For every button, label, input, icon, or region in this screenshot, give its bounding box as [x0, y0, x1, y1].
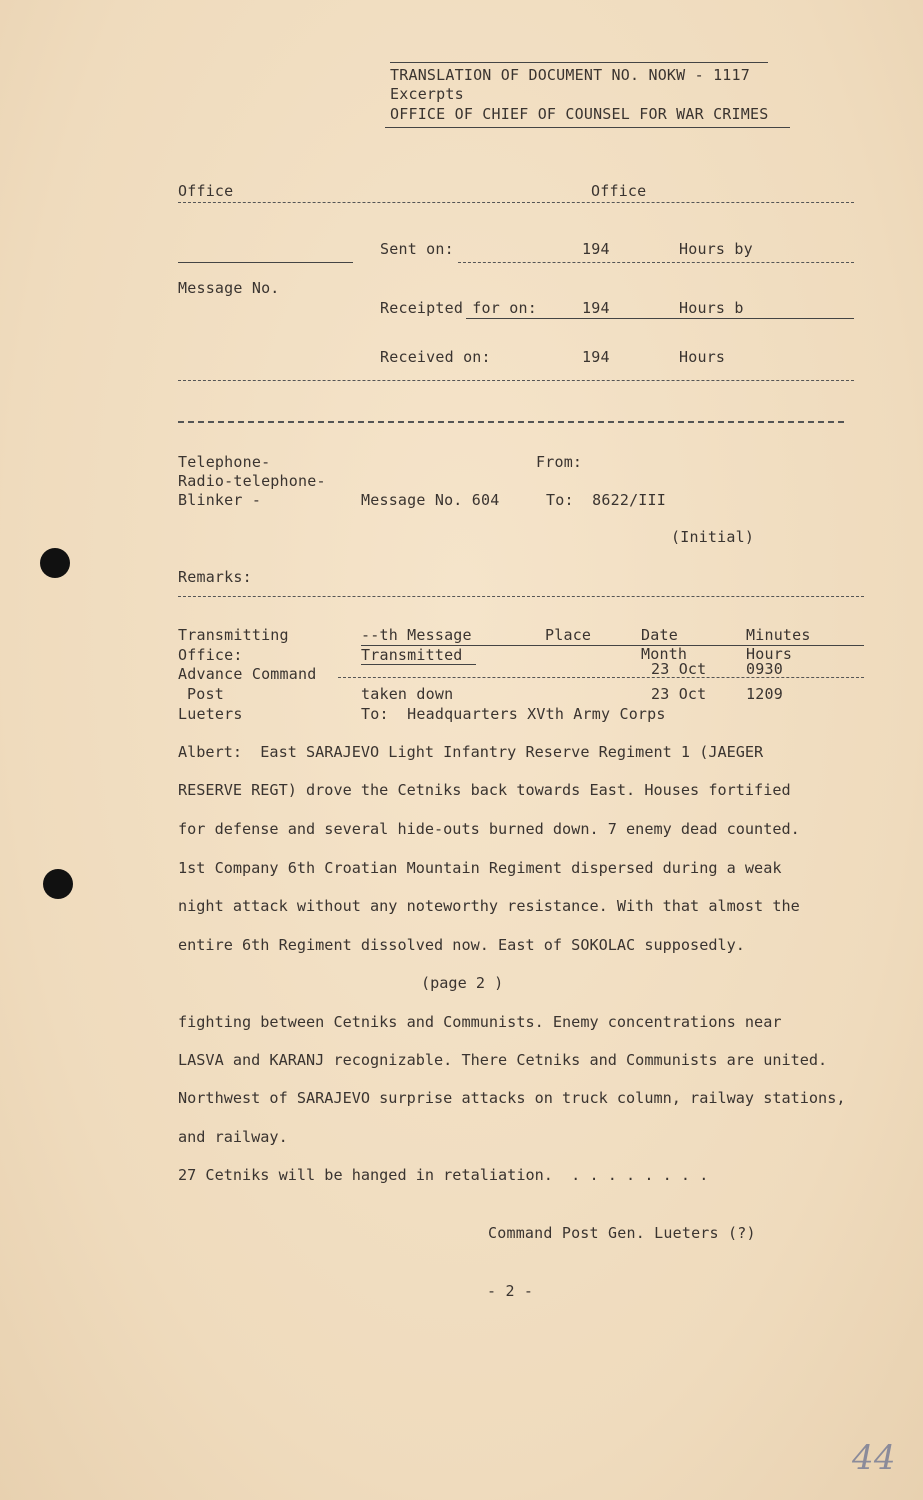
receipted-rule [466, 318, 854, 319]
office-line: OFFICE OF CHIEF OF COUNSEL FOR WAR CRIMES [390, 105, 769, 123]
body-line-10: and railway. [178, 1128, 288, 1146]
post-label: Post [187, 685, 224, 703]
body-line-5: night attack without any noteworthy resistance. With that almost the [178, 897, 800, 915]
date-transmitted: 23 Oct [651, 660, 707, 678]
lueters-label: Lueters [178, 705, 243, 723]
page-2-marker: (page 2 ) [421, 974, 504, 992]
table-header-rule [361, 645, 864, 646]
date-taken-down: 23 Oct [651, 685, 707, 703]
radio-label: Radio-telephone- [178, 472, 326, 490]
initial-label: (Initial) [671, 528, 755, 546]
advance-command: Advance Command [178, 665, 317, 683]
received-year: 194 [582, 348, 610, 366]
office-left-label: Office [178, 182, 234, 200]
receipted-year: 194 [582, 299, 610, 317]
month-label: Month [641, 645, 688, 663]
document-subtitle: Excerpts [390, 85, 464, 103]
telephone-label: Telephone- [178, 453, 271, 471]
hours-label: Hours [746, 645, 793, 663]
cut-line [178, 421, 844, 423]
header-top-rule [390, 62, 768, 63]
received-on-label: Received on: [380, 348, 491, 366]
date-label: Date [641, 626, 678, 644]
message-number: Message No. 604 [361, 491, 500, 509]
body-line-1: Albert: East SARAJEVO Light Infantry Reserve Regiment 1 (JAEGER [178, 743, 764, 761]
transmitted-underline [361, 664, 476, 665]
transmitting-label: Transmitting [178, 626, 289, 644]
message-no-label: Message No. [178, 279, 280, 297]
to-headquarters: To: Headquarters XVth Army Corps [361, 705, 666, 723]
body-line-7: fighting between Cetniks and Communists. Enemy concentrations near [178, 1013, 782, 1031]
th-message-label: --th Message [361, 626, 472, 644]
time-taken-down: 1209 [746, 685, 783, 703]
body-line-6: entire 6th Regiment dissolved now. East of SOKOLAC supposedly. [178, 936, 745, 954]
body-line-9: Northwest of SARAJEVO surprise attacks on truck column, railway stations, [178, 1089, 846, 1107]
from-label: From: [536, 453, 583, 471]
received-hours: Hours [679, 348, 726, 366]
message-no-rule [178, 262, 353, 263]
body-line-3: for defense and several hide-outs burned down. 7 enemy dead counted. [178, 820, 800, 838]
body-line-2: RESERVE REGT) drove the Cetniks back towards East. Houses fortified [178, 781, 791, 799]
to-label: To: 8622/III [546, 491, 666, 509]
corner-mark: 44 [852, 1438, 896, 1478]
sent-rule [458, 262, 854, 263]
sent-on-label: Sent on: [380, 240, 454, 258]
punch-hole-top [40, 548, 70, 578]
sent-hours: Hours by [679, 240, 753, 258]
time-transmitted: 0930 [746, 660, 783, 678]
minutes-label: Minutes [746, 626, 811, 644]
remarks-rule [178, 596, 864, 597]
body-line-4: 1st Company 6th Croatian Mountain Regiment dispersed during a weak [178, 859, 782, 877]
office-rule [178, 202, 854, 203]
sent-year: 194 [582, 240, 610, 258]
taken-down-label: taken down [361, 685, 454, 703]
body-line-11: 27 Cetniks will be hanged in retaliation. . . . . . . . . [178, 1166, 709, 1184]
blinker-label: Blinker - [178, 491, 262, 509]
signature: Command Post Gen. Lueters (?) [488, 1224, 756, 1242]
transmitted-label: Transmitted [361, 646, 463, 664]
document-title: TRANSLATION OF DOCUMENT NO. NOKW - 1117 [390, 66, 750, 84]
page-number: - 2 - [487, 1282, 534, 1300]
table-mid-rule [338, 677, 864, 678]
office-label: Office: [178, 646, 243, 664]
received-rule [178, 380, 854, 381]
body-line-8: LASVA and KARANJ recognizable. There Cetniks and Communists are united. [178, 1051, 828, 1069]
header-bottom-rule [385, 127, 790, 128]
receipted-on-label: Receipted for on: [380, 299, 537, 317]
receipted-hours: Hours b [679, 299, 744, 317]
office-right-label: Office [591, 182, 647, 200]
remarks-label: Remarks: [178, 568, 252, 586]
place-label: Place [545, 626, 592, 644]
punch-hole-bottom [43, 869, 73, 899]
